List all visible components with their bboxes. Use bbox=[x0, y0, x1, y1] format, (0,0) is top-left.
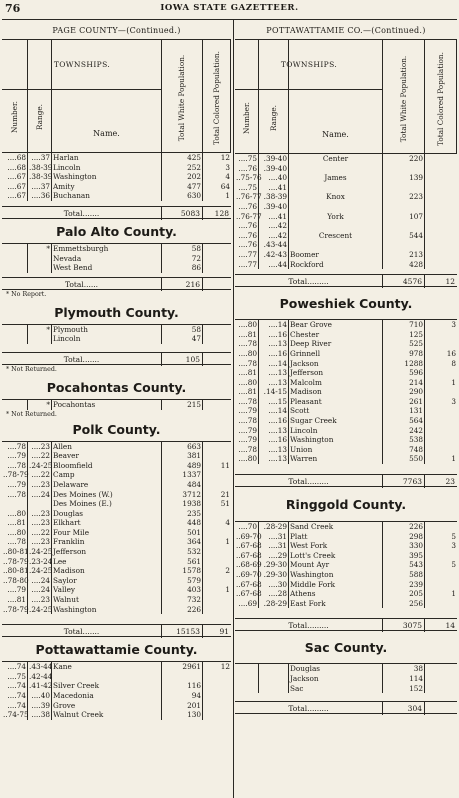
table-row: ..69-70 ....31 Platt 298 5 bbox=[236, 531, 456, 541]
table-row: ....80 ....13 Warren 550 1 bbox=[235, 454, 457, 464]
county-title: Polk County. bbox=[72, 421, 161, 437]
running-title: IOWA STATE GAZETTEER. bbox=[160, 3, 299, 13]
table-row: ..78-80 ....24 Saylor 579 bbox=[3, 575, 201, 585]
table-row: ....78 ....13 Deep River 525 bbox=[235, 339, 457, 349]
table-row: ....78 ....16 Sugar Creek 564 bbox=[235, 416, 457, 426]
table-row: ..69-70 .29-30 Washington 588 bbox=[236, 570, 423, 579]
table-row: Lincoln 47 bbox=[2, 334, 231, 344]
table-row: ....76 ....42 bbox=[235, 221, 457, 231]
header-range: Range. bbox=[268, 104, 278, 132]
table-row: ....67 .38-39 Washington 202 4 bbox=[2, 172, 231, 182]
table-row: ....75 .39-40 Center 220 bbox=[235, 154, 457, 164]
table-row: ....75 .42-44 bbox=[2, 672, 231, 682]
header-white: Total White Population. bbox=[398, 55, 408, 143]
header-range: Range. bbox=[34, 103, 44, 131]
table-row: ....81 ....23 Walnut 732 bbox=[2, 595, 231, 605]
table-row: * Emmettsburgh 58 bbox=[2, 244, 231, 254]
table-row: ....78 ....23 Franklin 364 1 bbox=[2, 537, 231, 547]
total-row: Total......... 304 bbox=[235, 701, 457, 714]
total-row: Total....... 105 bbox=[2, 352, 231, 365]
table-row: ..76-77 .38-39 Knox 223 bbox=[236, 192, 423, 202]
table-row: ....68 ....37 Harlan 425 12 bbox=[2, 153, 231, 163]
table-row: ....78 ....13 Union 748 bbox=[235, 445, 457, 455]
table-row: ....77 ....44 Rockford 428 bbox=[235, 260, 457, 270]
table-row: * Pocahontas 215 bbox=[2, 400, 231, 410]
table-row: ....74 .43-44 Kane 2961 12 bbox=[2, 662, 231, 672]
table-row: ..68-69 .29-30 Mount Ayr 543 5 bbox=[236, 560, 456, 570]
pottawattamie-cont-rows bbox=[235, 154, 457, 269]
county-title: Pottawattamie County. bbox=[35, 642, 198, 658]
county-title: Sac County. bbox=[304, 640, 388, 656]
page-county-rows bbox=[2, 153, 231, 201]
table-row: ..78-79 ....22 Camp 1337 bbox=[3, 470, 201, 480]
header-white: Total White Population. bbox=[177, 54, 186, 142]
table-row: ....68 .38-39 Lincoln 252 3 bbox=[2, 163, 231, 173]
header-rule bbox=[2, 19, 457, 20]
table-row: Sac 152 bbox=[235, 684, 457, 694]
page-number: 76 bbox=[5, 2, 21, 15]
table-row: ....74 ....40 Macedonia 94 bbox=[2, 691, 231, 701]
table-row: ..78-79 .24-25 Washington 226 bbox=[3, 604, 201, 614]
table-row: ....78 ....15 Pleasant 261 3 bbox=[235, 397, 457, 407]
table-row: ....81 ....16 Chester 125 bbox=[235, 330, 457, 340]
table-row: ....80 ....13 Malcolm 214 1 bbox=[235, 378, 457, 388]
total-row: Total......... 7763 23 bbox=[235, 474, 457, 487]
table-row: ....80 ....23 Douglas 235 bbox=[2, 509, 231, 519]
table-row: ....79 ....13 Lincoln 242 bbox=[235, 426, 457, 436]
sac-rows bbox=[235, 663, 457, 693]
left-column bbox=[2, 22, 231, 798]
palo-alto-rows bbox=[2, 243, 231, 273]
table-row: ....79 ....16 Washington 538 bbox=[235, 435, 457, 445]
table-row: ....70 .28-29 Sand Creek 226 bbox=[235, 522, 457, 532]
footnote: * Not Returned. bbox=[6, 410, 57, 418]
footnote: * No Report. bbox=[6, 290, 47, 298]
table-row: ....74 ....39 Grove 201 bbox=[2, 701, 231, 711]
section-title: PAGE COUNTY—(Continued.) bbox=[52, 26, 181, 35]
table-header bbox=[2, 39, 231, 153]
header-townships: TOWNSHIPS. bbox=[235, 40, 383, 90]
table-row: ....78 ....23 Allen 663 bbox=[2, 442, 231, 452]
table-row: ....81 ....13 Jefferson 596 bbox=[235, 368, 457, 378]
table-row: ....69 .28-29 East Fork 256 bbox=[235, 599, 457, 609]
table-row: ..67-68 ....30 Middle Fork 239 bbox=[236, 579, 423, 589]
header-number: Number. bbox=[9, 101, 19, 133]
table-row: ..67-68 ....31 West Fork 330 3 bbox=[236, 541, 456, 551]
column-divider bbox=[233, 20, 234, 798]
footnote: * Not Returned. bbox=[6, 365, 57, 373]
total-row: Total......... 4576 12 bbox=[235, 274, 457, 287]
poweshiek-rows bbox=[235, 319, 457, 464]
table-row: ....81 .14-15 Madison 290 bbox=[235, 387, 457, 397]
table-row: ....78 ....24 Des Moines (W.) 3712 21 bbox=[2, 490, 231, 500]
ringgold-rows bbox=[235, 521, 457, 608]
table-row: ....74 .41-42 Silver Creek 116 bbox=[2, 681, 231, 691]
page-header bbox=[0, 0, 459, 18]
table-row: ....75 ....41 bbox=[235, 183, 457, 193]
table-row: Nevada 72 bbox=[2, 254, 231, 264]
polk-rows bbox=[2, 441, 231, 615]
table-row: ....80 ....22 Four Mile 501 bbox=[2, 528, 231, 538]
table-row: ....78 .24-25 Bloomfield 489 11 bbox=[2, 461, 231, 471]
table-row: ....76 .43-44 bbox=[235, 240, 457, 250]
county-title: Palo Alto County. bbox=[56, 223, 177, 239]
table-row: West Bend 86 bbox=[2, 263, 231, 273]
table-row: ....78 ....14 Jackson 1288 8 bbox=[235, 359, 457, 369]
total-row: Total....... 15153 91 bbox=[2, 624, 231, 637]
total-row: Total......... 3075 14 bbox=[235, 618, 457, 631]
table-row: Douglas 38 bbox=[235, 664, 457, 674]
header-number: Number. bbox=[241, 102, 251, 134]
table-row: ....79 ....22 Beaver 381 bbox=[2, 451, 231, 461]
header-townships: TOWNSHIPS. bbox=[2, 40, 162, 90]
header-colored: Total Colored Population. bbox=[435, 52, 445, 146]
right-column bbox=[235, 22, 457, 798]
table-row: ..78-79 .23-24 Lee 561 bbox=[3, 556, 201, 566]
table-row: ....79 ....24 Valley 403 1 bbox=[2, 585, 231, 595]
table-row: ..75-76 ....40 James 139 bbox=[236, 173, 423, 183]
table-row: ....79 ....14 Scott 131 bbox=[235, 406, 457, 416]
county-title: Pocahontas County. bbox=[46, 379, 187, 395]
table-row: ..67-68 ....28 Athens 205 1 bbox=[236, 589, 456, 599]
table-row: ..80-81 .24-25 Madison 1578 2 bbox=[3, 566, 230, 576]
table-row: Jackson 114 bbox=[235, 674, 457, 684]
plymouth-rows bbox=[2, 324, 231, 344]
table-row: ....76 ....42 Crescent 544 bbox=[235, 231, 457, 241]
table-row: ....79 ....23 Delaware 484 bbox=[2, 480, 231, 490]
pottawattamie-rows bbox=[2, 661, 231, 720]
table-row: ..80-81 .24-25 Jefferson 532 bbox=[3, 547, 201, 557]
table-row: ..74-75 ....38 Walnut Creek 130 bbox=[3, 710, 201, 720]
header-colored: Total Colored Population. bbox=[211, 51, 221, 145]
table-row: ....77 .42-43 Boomer 213 bbox=[235, 250, 457, 260]
county-title: Plymouth County. bbox=[54, 304, 179, 320]
table-row: ..67-68 ....29 Lott's Creek 395 bbox=[236, 550, 423, 560]
table-header bbox=[235, 39, 457, 154]
table-row: ..76-77 ....41 York 107 bbox=[236, 211, 423, 221]
table-row: ....76 .39-40 bbox=[235, 164, 457, 174]
table-row: ....80 ....14 Bear Grove 710 3 bbox=[235, 320, 457, 330]
header-name: Name. bbox=[93, 129, 120, 138]
table-row: ....67 ....36 Buchanan 630 1 bbox=[2, 191, 231, 201]
table-row: ....81 ....23 Elkhart 448 4 bbox=[2, 518, 231, 528]
table-row: Des Moines (E.) 1938 51 bbox=[2, 499, 231, 509]
total-row: Total...... 216 bbox=[2, 277, 231, 290]
total-row: Total....... 5083 128 bbox=[2, 206, 231, 219]
pocahontas-rows bbox=[2, 399, 231, 410]
table-row: ....80 ....16 Grinnell 978 16 bbox=[235, 349, 457, 359]
county-title: Poweshiek County. bbox=[279, 296, 413, 312]
table-row: ....67 ....37 Amity 477 64 bbox=[2, 182, 231, 192]
table-row: ....76 .39-40 bbox=[235, 202, 457, 212]
county-title: Ringgold County. bbox=[285, 497, 407, 513]
table-row: * Plymouth 58 bbox=[2, 325, 231, 335]
header-name: Name. bbox=[322, 130, 349, 139]
section-title: POTTAWATTAMIE CO.—(Continued.) bbox=[266, 26, 426, 35]
